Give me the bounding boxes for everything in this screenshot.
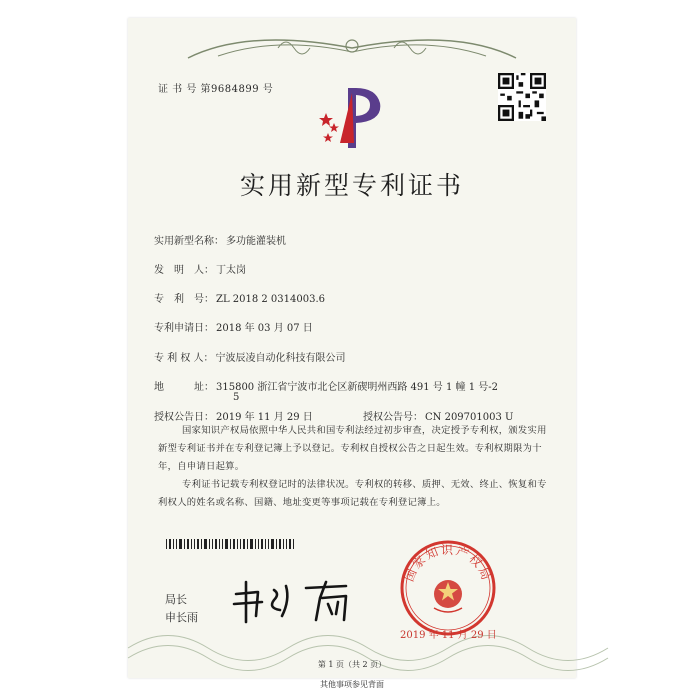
barcode — [166, 539, 296, 549]
field-address — [154, 378, 498, 393]
field-value: 多功能灌装机 — [226, 236, 286, 247]
field-grant-announcement-date — [154, 408, 313, 423]
qr-code — [498, 73, 546, 121]
field-patent-number — [154, 290, 325, 305]
field-label: 地 址： — [154, 382, 214, 393]
field-value: 2018 年 03 月 07 日 — [216, 323, 313, 334]
field-label: 发 明 人： — [154, 265, 214, 276]
field-value: ZL 2018 2 0314003.6 — [216, 294, 326, 305]
field-value: 宁波辰凌自动化科技有限公司 — [215, 353, 346, 364]
field-value: CN 209701003 U — [425, 412, 514, 423]
field-address-continued — [231, 392, 239, 403]
field-inventor — [154, 261, 246, 276]
field-patentee — [154, 349, 346, 364]
cnipa-logo — [318, 83, 388, 153]
director-name: 申长雨 — [165, 611, 198, 624]
field-value: 丁太岗 — [216, 265, 246, 276]
certificate-title: 实用新型专利证书 — [239, 171, 464, 200]
footnote: 其他事项参见背面 — [320, 680, 384, 689]
field-label: 专 利 号： — [154, 294, 214, 305]
page-number: 第 1 页（共 2 页） — [317, 660, 387, 669]
field-label: 专利申请日： — [154, 323, 214, 334]
certificate-number: 证 书 号 第9684899 号 — [158, 84, 274, 95]
field-utility-model-name — [154, 232, 286, 247]
top-ornament — [128, 18, 576, 78]
field-label: 实用新型名称： — [154, 236, 224, 247]
field-value: 315800 浙江省宁波市北仑区新碶明州西路 491 号 1 幢 1 号-2 — [216, 382, 498, 393]
field-value: 2019 年 11 月 29 日 — [216, 412, 313, 423]
director-signature — [228, 576, 368, 626]
statement-paragraph-2: 专利证书记载专利权登记时的法律状况。专利权的转移、质押、无效、终止、恢复和专利权人的姓名或名称、国籍、地址变更等事项记载在专利登记簿上。 — [158, 479, 547, 508]
field-label: 专 利 权 人： — [154, 353, 214, 364]
statement-paragraph-1: 国家知识产权局依照中华人民共和国专利法经过初步审查，决定授予专利权，颁发实用新型专利证书并在专利登记簿上予以登记。专利权自授权公告之日起生效。专利权期限为十年，自申请日起算。 — [158, 425, 547, 472]
field-grant-announcement-number — [363, 408, 513, 423]
seal-date: 2019 年 11 月 29 日 — [400, 630, 497, 641]
field-value: 5 — [233, 392, 240, 403]
field-label: 授权公告日： — [154, 412, 214, 423]
certificate-sheet — [128, 18, 576, 689]
field-application-date — [154, 319, 313, 334]
seal-text: 国家知识产权局 — [401, 543, 495, 584]
director-title: 局长 — [165, 593, 187, 606]
field-label: 授权公告号： — [363, 412, 423, 423]
official-seal — [398, 538, 498, 638]
